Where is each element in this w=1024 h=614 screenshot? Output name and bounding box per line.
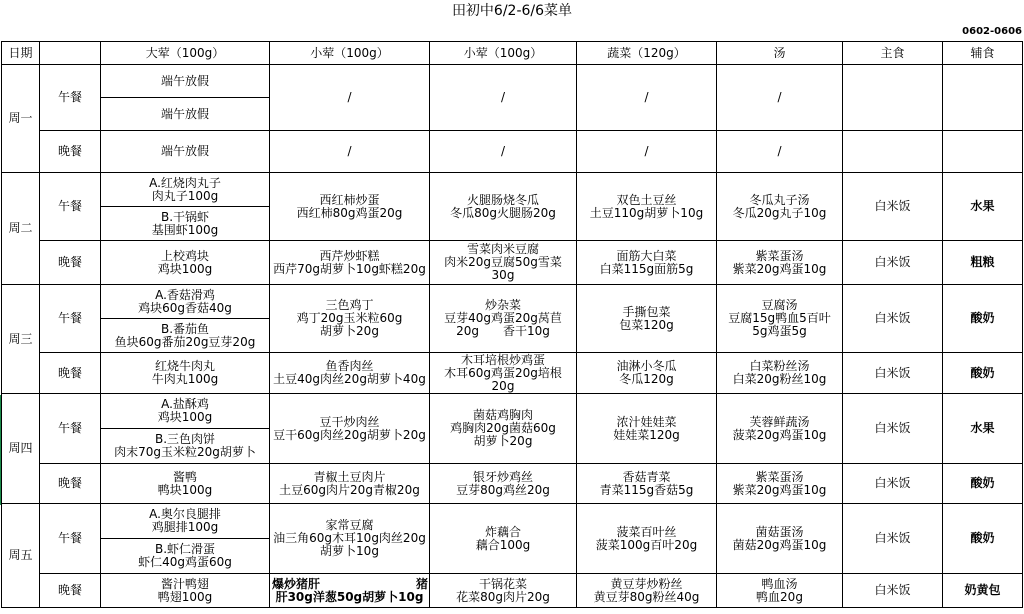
dish-name: 鸭血汤 xyxy=(761,576,798,591)
dish-name: 双色土豆丝 xyxy=(616,192,677,207)
dish-ingredients: 紫菜20g鸡蛋10g xyxy=(732,261,827,276)
empty-cell: / xyxy=(717,65,843,131)
dish-ingredients: 菠菜100g百叶20g xyxy=(595,537,698,552)
dish-name: B.虾仁滑蛋 xyxy=(154,542,216,556)
vegetable-cell xyxy=(577,464,717,504)
side-cell: 奶黄包 xyxy=(943,574,1023,608)
dish-name: 冬瓜丸子汤 xyxy=(749,192,810,207)
dish-block xyxy=(101,394,269,429)
meal-label: 午餐 xyxy=(40,65,101,131)
side-cell: 粗粮 xyxy=(943,241,1023,285)
dish-name: 鱼香肉丝 xyxy=(325,359,374,373)
small-meat-cell xyxy=(270,394,430,464)
vegetable-cell xyxy=(577,173,717,241)
staple-cell: 白米饭 xyxy=(843,285,943,353)
vegetable-cell xyxy=(577,504,717,574)
wed-dinner-row xyxy=(2,353,1023,394)
day-label: 周二 xyxy=(2,173,40,285)
big-meat-cell xyxy=(101,504,270,574)
big-meat-cell xyxy=(101,464,270,504)
dish-name: 端午放假 xyxy=(160,106,209,121)
dish-ingredients: 土豆60g肉片20g青椒20g xyxy=(279,482,420,497)
dish-name: 紫菜蛋汤 xyxy=(755,469,804,484)
dish-ingredients: 黄豆芽80g粉丝40g xyxy=(593,589,700,604)
meal-label: 晚餐 xyxy=(40,464,101,504)
dish-block xyxy=(101,539,269,573)
dish-name: 豆腐汤 xyxy=(761,298,798,312)
day-label: 周五 xyxy=(2,504,40,608)
staple-cell: 白米饭 xyxy=(843,504,943,574)
dish-name: 芙蓉鲜蔬汤 xyxy=(749,414,810,429)
dish-ingredients: 娃娃菜120g xyxy=(613,427,680,442)
dish-ingredients: 包菜120g xyxy=(619,317,674,332)
big-meat-cell xyxy=(101,394,270,464)
day-label: 周三 xyxy=(2,285,40,394)
wed-lunch-row xyxy=(2,285,1023,353)
small-meat-cell xyxy=(270,574,430,608)
dish-name: B.番茄鱼 xyxy=(160,321,210,336)
side-cell: 水果 xyxy=(943,173,1023,241)
dish-name: 炸藕合 xyxy=(484,524,521,539)
header-big-meat: 大荤（100g） xyxy=(101,42,270,65)
mon-dinner-row xyxy=(2,131,1023,173)
small-meat-cell xyxy=(270,504,430,574)
dish-name: 手撕包菜 xyxy=(622,304,671,319)
dish-name: A.红烧肉丸子 xyxy=(149,175,221,190)
dish-ingredients: 鸡丁20g玉米粒60g xyxy=(296,311,403,325)
dish-ingredients: 30g xyxy=(491,268,515,282)
soup-cell xyxy=(717,504,843,574)
dish-name: 木耳培根炒鸡蛋 xyxy=(460,352,545,367)
side-cell: 酸奶 xyxy=(943,464,1023,504)
dish-ingredients: 豆芽40g鸡蛋20g莴苣 xyxy=(444,311,562,325)
empty-cell: / xyxy=(270,65,430,131)
dish-ingredients: 胡萝卜20g xyxy=(473,434,533,448)
empty-cell: / xyxy=(577,65,717,131)
dish-name: 干锅花菜 xyxy=(478,576,527,591)
empty-cell: / xyxy=(430,131,577,173)
dish-ingredients: 菌菇20g鸡蛋10g xyxy=(732,537,827,552)
fri-dinner-row xyxy=(2,574,1023,608)
dish-ingredients: 木耳60g鸡蛋20g培根 xyxy=(444,365,562,380)
side-cell xyxy=(943,65,1023,131)
header-small-meat-2: 小荤（100g） xyxy=(430,42,577,65)
dish-name: 酱汁鸭翅 xyxy=(160,576,209,591)
small-meat-cell xyxy=(430,241,577,285)
dish-name: 黄豆芽炒粉丝 xyxy=(610,576,683,591)
dish-ingredients: 豆干60g肉丝20g胡萝卜20g xyxy=(273,427,426,442)
dish-ingredients: 西芹70g胡萝卜10g虾糕20g xyxy=(273,261,426,276)
day-label: 周四 xyxy=(2,394,40,504)
small-meat-cell xyxy=(430,504,577,574)
staple-cell xyxy=(843,65,943,131)
dish-ingredients: 豆芽80g鸡丝20g xyxy=(456,482,550,497)
date-code: 0602-0606 xyxy=(962,26,1022,37)
meal-label: 午餐 xyxy=(40,504,101,574)
dish-name: A.盐酥鸡 xyxy=(161,397,209,411)
dish-ingredients: 20g xyxy=(491,378,515,393)
staple-cell: 白米饭 xyxy=(843,241,943,285)
small-meat-cell xyxy=(430,464,577,504)
dish-ingredients: 油三角60g木耳10g肉丝20g xyxy=(273,531,426,545)
soup-cell xyxy=(717,173,843,241)
dish-name: 端午放假 xyxy=(160,73,209,88)
dish-name: 紫菜蛋汤 xyxy=(755,248,804,263)
soup-cell xyxy=(717,353,843,394)
big-meat-cell xyxy=(101,353,270,394)
meal-label: 午餐 xyxy=(40,173,101,241)
small-meat-cell xyxy=(430,285,577,353)
big-meat-cell xyxy=(101,574,270,608)
staple-cell: 白米饭 xyxy=(843,394,943,464)
meal-label: 午餐 xyxy=(40,394,101,464)
dish-ingredients: 白菜20g粉丝10g xyxy=(732,372,827,386)
header-soup: 汤 xyxy=(717,42,843,65)
dish-name: 酱鸭 xyxy=(172,469,197,484)
side-cell: 酸奶 xyxy=(943,285,1023,353)
dish-name: 家常豆腐 xyxy=(325,518,374,532)
big-meat-cell: 端午放假 xyxy=(101,131,270,173)
header-vegetable: 蔬菜（120g） xyxy=(577,42,717,65)
soup-cell xyxy=(717,241,843,285)
meal-label: 午餐 xyxy=(40,285,101,353)
dish-ingredients: 鸡胸肉20g菌菇60g xyxy=(450,421,556,435)
menu-title: 田初中6/2-6/6菜单 xyxy=(451,3,573,19)
meal-label: 晚餐 xyxy=(40,131,101,173)
dish-ingredients: 牛肉丸100g xyxy=(151,372,219,386)
dish-block xyxy=(101,173,269,207)
dish-name: 青椒土豆肉片 xyxy=(313,469,386,484)
dish-ingredients: 胡萝卜20g xyxy=(320,324,379,338)
big-meat-cell xyxy=(101,65,270,131)
dish-ingredients: 鱼块60g番茄20g豆芽20g xyxy=(114,334,256,349)
dish-ingredients: 豆腐15g鸭血5百叶 xyxy=(728,311,831,325)
dish-ingredients: 20g 香干10g xyxy=(456,324,550,338)
dish-name: 菠菜百叶丝 xyxy=(616,524,677,539)
tue-dinner-row xyxy=(2,241,1023,285)
staple-cell: 白米饭 xyxy=(843,464,943,504)
dish-name: 银牙炒鸡丝 xyxy=(472,469,533,484)
header-staple: 主食 xyxy=(843,42,943,65)
dish-block xyxy=(101,504,269,539)
header-meal xyxy=(40,42,101,65)
small-meat-cell xyxy=(430,394,577,464)
dish-name: 菌菇蛋汤 xyxy=(755,524,804,539)
dish-ingredients: 花菜80g肉片20g xyxy=(456,589,550,604)
dish-ingredients: 菠菜20g鸡蛋10g xyxy=(732,427,827,442)
dish-ingredients: 鸭翅100g xyxy=(157,589,213,604)
vegetable-cell xyxy=(577,241,717,285)
dish-block xyxy=(101,319,269,352)
dish-name: 西芹炒虾糕 xyxy=(319,248,380,263)
dish-ingredients: 紫菜20g鸡蛋10g xyxy=(732,482,827,497)
empty-cell: / xyxy=(430,65,577,131)
header-side: 辅食 xyxy=(943,42,1023,65)
staple-cell xyxy=(843,131,943,173)
vegetable-cell xyxy=(577,394,717,464)
dish-ingredients: 肝30g洋葱50g胡萝卜10g xyxy=(275,589,424,604)
dish-ingredients: 青菜115g香菇5g xyxy=(599,482,694,497)
dish-name: 油淋小冬瓜 xyxy=(616,359,677,373)
dish-name: 白菜粉丝汤 xyxy=(749,359,810,373)
dish-name: 西红柿炒蛋 xyxy=(319,192,380,207)
dish-name: 上校鸡块 xyxy=(160,248,209,263)
tue-lunch-row xyxy=(2,173,1023,241)
empty-cell: / xyxy=(270,131,430,173)
header-small-meat-1: 小荤（100g） xyxy=(270,42,430,65)
big-meat-cell xyxy=(101,173,270,241)
dish-name: A.香菇滑鸡 xyxy=(155,287,215,302)
dish-name: 爆炒猪肝 猪 xyxy=(272,576,429,591)
dish-name: 香菇青菜 xyxy=(622,469,671,484)
dish-ingredients: 藕合100g xyxy=(475,537,531,552)
dish-ingredients: 肉丸子100g xyxy=(151,188,219,203)
side-cell: 酸奶 xyxy=(943,504,1023,574)
dish-name: 浓汁娃娃菜 xyxy=(616,414,677,429)
header-date: 日期 xyxy=(2,42,40,65)
dish-ingredients: 鸡腿排100g xyxy=(151,520,219,534)
vegetable-cell xyxy=(577,353,717,394)
dish-block xyxy=(101,429,269,463)
dish-ingredients: 鸡块100g xyxy=(157,261,213,276)
soup-cell xyxy=(717,464,843,504)
big-meat-cell xyxy=(101,285,270,353)
dish-ingredients: 肉末70g玉米粒20g胡萝卜 xyxy=(114,445,256,459)
dish-block xyxy=(101,207,269,240)
menu-table xyxy=(1,41,1023,608)
side-cell xyxy=(943,131,1023,173)
dish-ingredients: 冬瓜80g火腿肠20g xyxy=(450,205,556,220)
dish-name: 菌菇鸡胸肉 xyxy=(472,408,533,422)
small-meat-cell xyxy=(270,464,430,504)
empty-cell: / xyxy=(577,131,717,173)
dish-name: 三色鸡丁 xyxy=(325,298,374,312)
empty-cell: / xyxy=(717,131,843,173)
day-label: 周一 xyxy=(2,65,40,173)
small-meat-cell xyxy=(430,574,577,608)
dish-name: B.三色肉饼 xyxy=(154,432,216,446)
big-meat-cell xyxy=(101,241,270,285)
dish-name: 红烧牛肉丸 xyxy=(154,359,215,373)
small-meat-cell xyxy=(270,173,430,241)
fri-lunch-row xyxy=(2,504,1023,574)
dish-ingredients: 冬瓜120g xyxy=(619,372,674,386)
dish-ingredients: 鸭血20g xyxy=(756,589,803,604)
dish-name: B.干锅虾 xyxy=(160,209,210,224)
vegetable-cell xyxy=(577,574,717,608)
thu-lunch-row xyxy=(2,394,1023,464)
dish-ingredients: 土豆40g肉丝20g胡萝卜40g xyxy=(273,372,426,386)
dish-ingredients: 5g鸡蛋5g xyxy=(752,324,807,338)
small-meat-cell xyxy=(270,285,430,353)
dish-name: 豆干炒肉丝 xyxy=(319,414,380,429)
dish-ingredients: 白菜115g面筋5g xyxy=(599,261,694,276)
staple-cell: 白米饭 xyxy=(843,173,943,241)
side-cell: 酸奶 xyxy=(943,353,1023,394)
side-cell: 水果 xyxy=(943,394,1023,464)
dish-name: 面筋大白菜 xyxy=(616,248,677,263)
meal-label: 晚餐 xyxy=(40,353,101,394)
mon-lunch-row xyxy=(2,65,1023,131)
header-row xyxy=(2,42,1023,65)
dish-ingredients: 鸡块100g xyxy=(157,410,213,424)
soup-cell xyxy=(717,394,843,464)
dish-ingredients: 冬瓜20g丸子10g xyxy=(732,205,827,220)
dish-ingredients: 胡萝卜10g xyxy=(320,544,379,558)
dish-name: A.奥尔良腿排 xyxy=(149,507,221,521)
dish-ingredients: 肉米20g豆腐50g雪菜 xyxy=(444,255,562,269)
soup-cell xyxy=(717,285,843,353)
staple-cell: 白米饭 xyxy=(843,574,943,608)
dish-ingredients: 鸭块100g xyxy=(157,482,213,497)
small-meat-cell xyxy=(430,353,577,394)
dish-block xyxy=(101,285,269,319)
dish-ingredients: 基围虾100g xyxy=(151,222,219,237)
dish-ingredients: 土豆110g胡萝卜10g xyxy=(589,205,704,220)
dish-name: 炒杂菜 xyxy=(484,298,521,312)
vegetable-cell xyxy=(577,285,717,353)
dish-name: 雪菜肉米豆腐 xyxy=(466,242,539,256)
thu-dinner-row xyxy=(2,464,1023,504)
dish-ingredients: 虾仁40g鸡蛋60g xyxy=(138,555,232,569)
meal-label: 晚餐 xyxy=(40,241,101,285)
staple-cell: 白米饭 xyxy=(843,353,943,394)
dish-ingredients: 鸡块60g香菇40g xyxy=(138,300,232,315)
dish-ingredients: 西红柿80g鸡蛋20g xyxy=(296,205,403,220)
small-meat-cell xyxy=(430,173,577,241)
meal-label: 晚餐 xyxy=(40,574,101,608)
dish-name: 火腿肠烧冬瓜 xyxy=(466,192,539,207)
small-meat-cell xyxy=(270,241,430,285)
small-meat-cell xyxy=(270,353,430,394)
soup-cell xyxy=(717,574,843,608)
